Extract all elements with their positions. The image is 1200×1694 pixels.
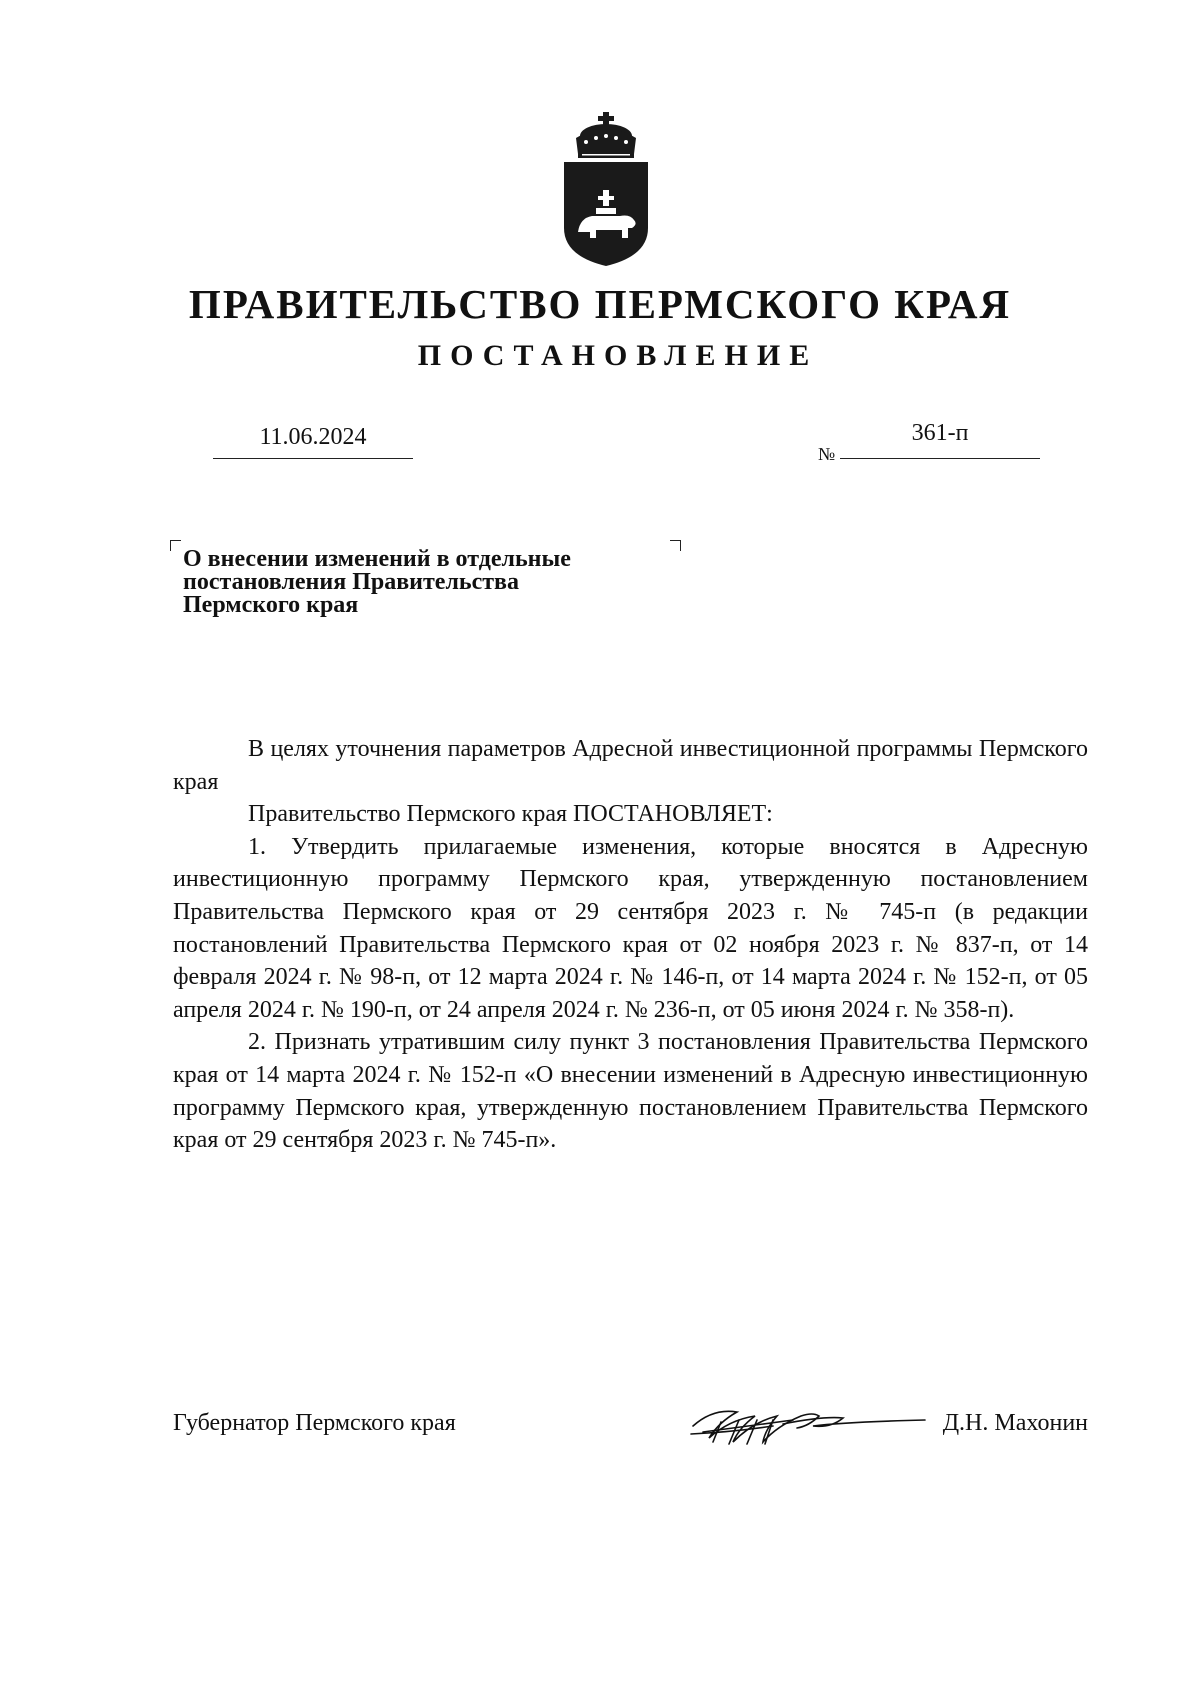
signatory-position: Губернатор Пермского края — [173, 1410, 456, 1436]
coat-of-arms-icon — [556, 110, 656, 270]
subject-line: постановления Правительства — [183, 569, 519, 595]
subject-line: Пермского края — [183, 592, 359, 618]
document-number: 361-п — [840, 420, 1040, 459]
intro-paragraph: В целях уточнения параметров Адресной инвестиционной программы Пермского края — [173, 736, 1088, 795]
item-2-paragraph: 2. Признать утратившим силу пункт 3 постановления Правительства Пермского края от 14 марта 2024 г. № 152-п «О внесении изменений в Адресную инвестиционную программу Пермского края, утвержденную постановлением Правительства Пермского края от 29 сентября 2023 г. № 745-п». — [173, 1029, 1088, 1154]
document-type: ПОСТАНОВЛЕНИЕ — [417, 339, 819, 372]
subject-bracket-left — [170, 540, 181, 551]
document-subject — [183, 548, 683, 617]
document-date: 11.06.2024 — [213, 424, 413, 459]
handwritten-signature — [673, 1386, 933, 1456]
document-body — [173, 733, 1088, 1157]
number-label: № — [818, 444, 836, 464]
decree-paragraph: Правительство Пермского края ПОСТАНОВЛЯЕТ: — [248, 801, 773, 828]
subject-line: О внесении изменений в отдельные — [183, 546, 571, 572]
signatory-name: Д.Н. Махонин — [942, 1410, 1088, 1436]
signature-row — [173, 1408, 1088, 1458]
organization-title: ПРАВИТЕЛЬСТВО ПЕРМСКОГО КРАЯ — [188, 281, 1012, 327]
item-1-paragraph: 1. Утвердить прилагаемые изменения, которые вносятся в Адресную инвестиционную программу Пермского края, утвержденную постановлением Правительства Пермского края от 29 сентября 2023 г. № 745-п (в редакции постановлений Правительства Пермского края от 02 ноября 2023 г. № 837-п, от 14 февраля 2024 г. № 98-п, от 12 марта 2024 г. № 146-п, от 14 марта 2024 г. № 152-п, от 05 апреля 2024 г. № 190-п, от 24 апреля 2024 г. № 236-п, от 05 июня 2024 г. № 358-п). — [173, 833, 1088, 1023]
